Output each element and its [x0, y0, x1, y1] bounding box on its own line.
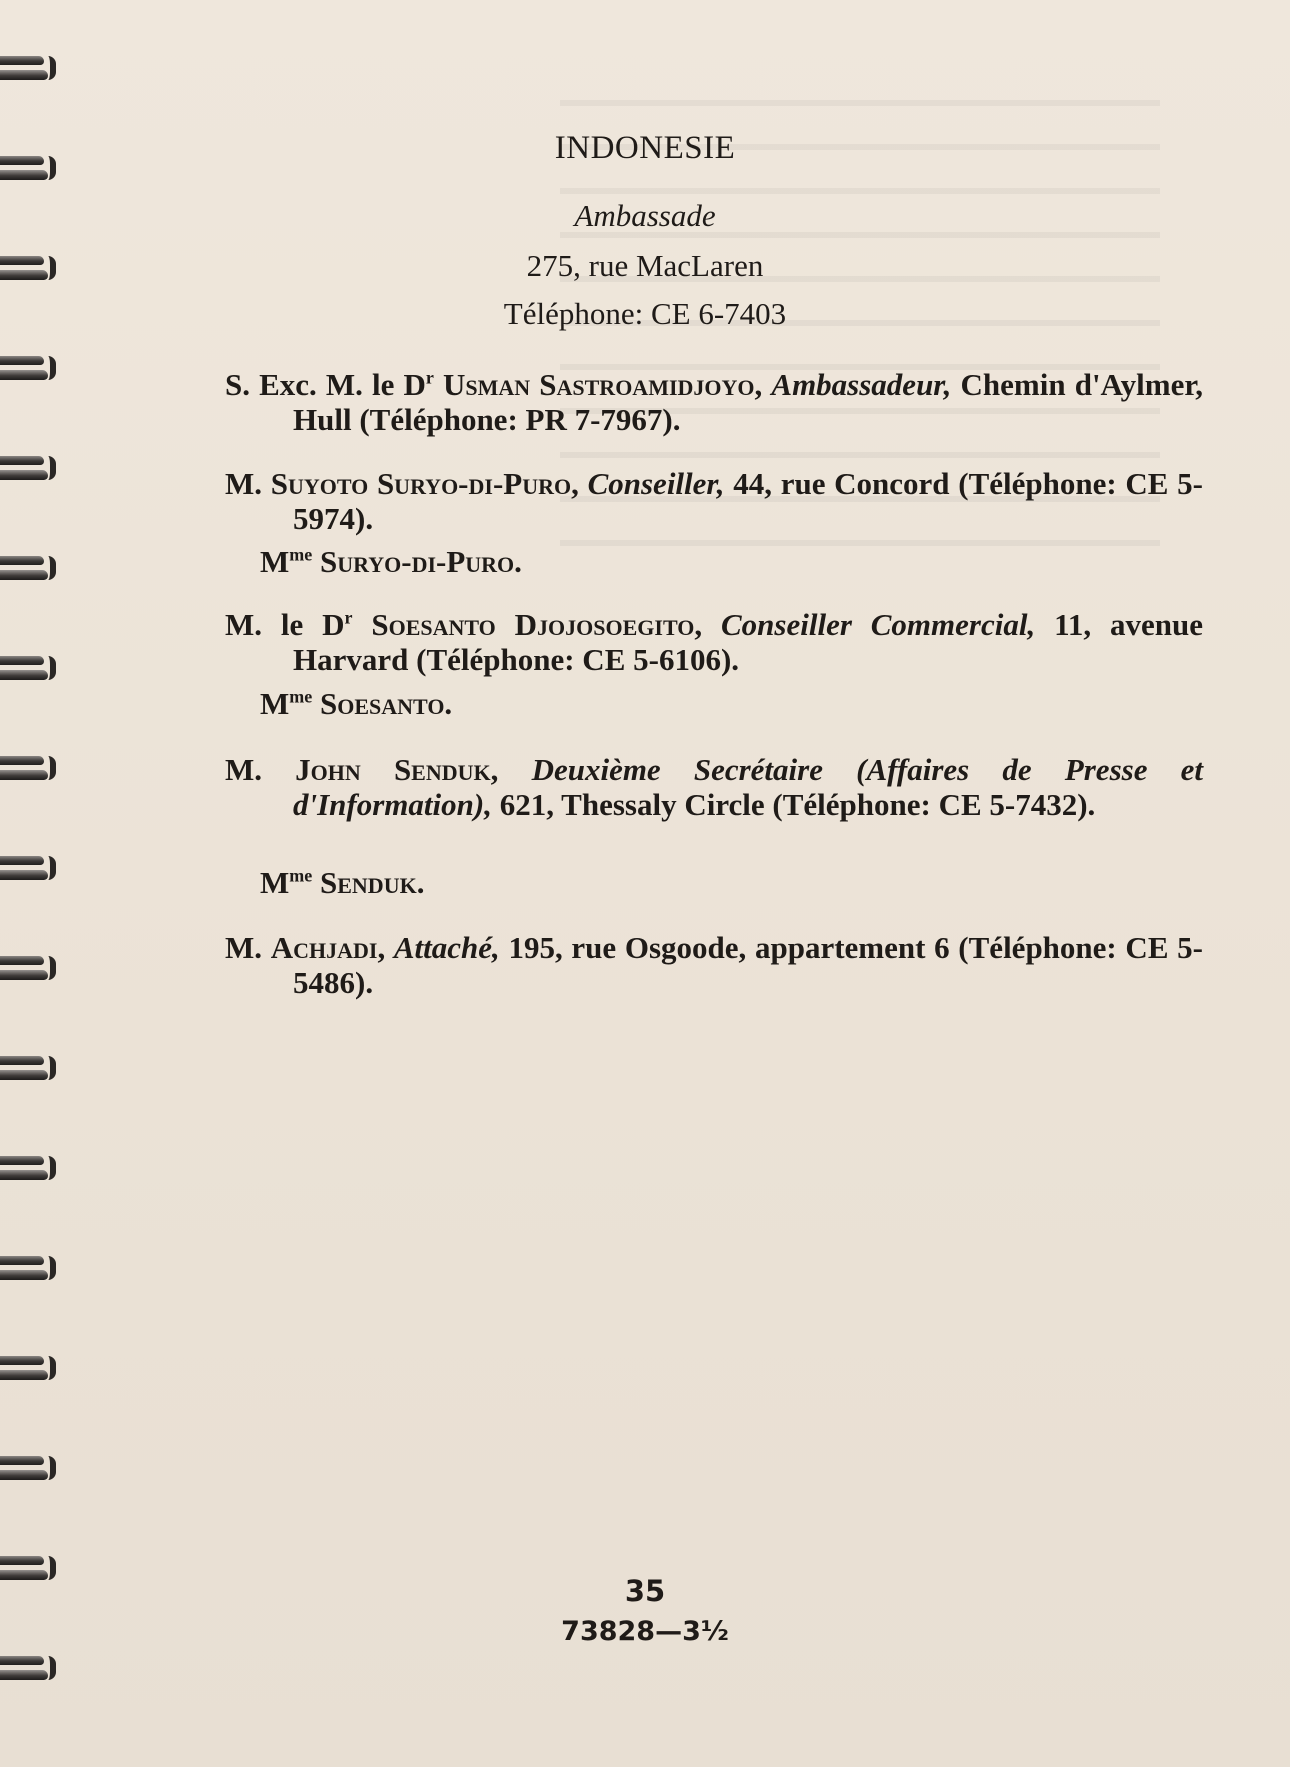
staff-entry [225, 930, 1203, 1000]
entry-prefix: M. [225, 752, 296, 787]
spouse-superscript: me [289, 686, 313, 707]
binding-coil [0, 650, 52, 684]
mission-type: Ambassade [574, 198, 716, 233]
binding-coil [0, 1650, 52, 1684]
binding-coil [0, 850, 52, 884]
binding-coil [0, 550, 52, 584]
binding-coil [0, 1250, 52, 1284]
binding-coil [0, 450, 52, 484]
staff-details: 195, rue Osgoode, appartement 6 (Téléphone: CE 5-5486). [293, 930, 1204, 1000]
staff-role: Conseiller, [587, 466, 725, 501]
separator: , [490, 752, 532, 787]
staff-role: Deuxième Secrétaire (Affaires de Presse et d'Information), [293, 752, 1203, 822]
staff-role: Attaché, [393, 930, 500, 965]
staff-name: Soesanto Djojosoegito [352, 607, 695, 642]
spouse-name: Senduk. [312, 865, 425, 900]
mission-address: 275, rue MacLaren [526, 248, 764, 283]
spouse-name: Suryo-di-Puro. [312, 544, 522, 579]
separator: , [694, 607, 721, 642]
staff-entry [225, 607, 1203, 677]
binding-coil [0, 1450, 52, 1484]
spouse-prefix: M [260, 865, 290, 900]
staff-role: Conseiller Commercial, [720, 607, 1036, 642]
binding-coil [0, 350, 52, 384]
mission-telephone: Téléphone: CE 6-7403 [503, 296, 787, 331]
separator: , [571, 466, 588, 501]
separator: , [754, 367, 772, 402]
binding-coil [0, 950, 52, 984]
staff-name: Usman Sastroamidjoyo [433, 367, 755, 402]
entry-prefix: M. [225, 466, 271, 501]
page-number: 35 [624, 1574, 666, 1608]
title-superscript: r [344, 607, 353, 628]
spouse-superscript: me [289, 865, 313, 886]
spouse-superscript: me [289, 544, 313, 565]
staff-name: Suyoto Suryo-di-Puro [270, 466, 572, 501]
staff-details: 11, avenue Harvard (Téléphone: CE 5-6106). [293, 607, 1203, 677]
staff-role: Ambassadeur, [771, 367, 952, 402]
title-superscript: r [425, 367, 434, 388]
spouse-entry [260, 865, 424, 901]
staff-details: Chemin d'Aylmer, Hull (Téléphone: PR 7-7967). [293, 367, 1203, 437]
print-code: 73828—3½ [561, 1616, 729, 1647]
binding-coil [0, 50, 52, 84]
entry-prefix: S. Exc. M. le D [225, 367, 426, 402]
staff-details: 621, Thessaly Circle (Téléphone: CE 5-7432). [491, 787, 1096, 822]
separator: , [377, 930, 394, 965]
binding-coil [0, 1350, 52, 1384]
binding-coil [0, 1150, 52, 1184]
spouse-name: Soesanto. [312, 686, 453, 721]
entry-prefix: M. [225, 930, 271, 965]
country-heading: INDONESIE [554, 130, 736, 166]
staff-entry [225, 466, 1203, 536]
binding-coil [0, 750, 52, 784]
entry-prefix: M. le D [225, 607, 345, 642]
staff-entry [225, 752, 1203, 822]
staff-details: 44, rue Concord (Téléphone: CE 5-5974). [293, 466, 1203, 536]
spouse-prefix: M [260, 544, 290, 579]
staff-entry [225, 367, 1203, 437]
staff-name: Achjadi [270, 930, 378, 965]
binding-coil [0, 1050, 52, 1084]
staff-name: John Senduk [295, 752, 491, 787]
spouse-entry [260, 544, 522, 580]
spouse-entry [260, 686, 452, 722]
spouse-prefix: M [260, 686, 290, 721]
